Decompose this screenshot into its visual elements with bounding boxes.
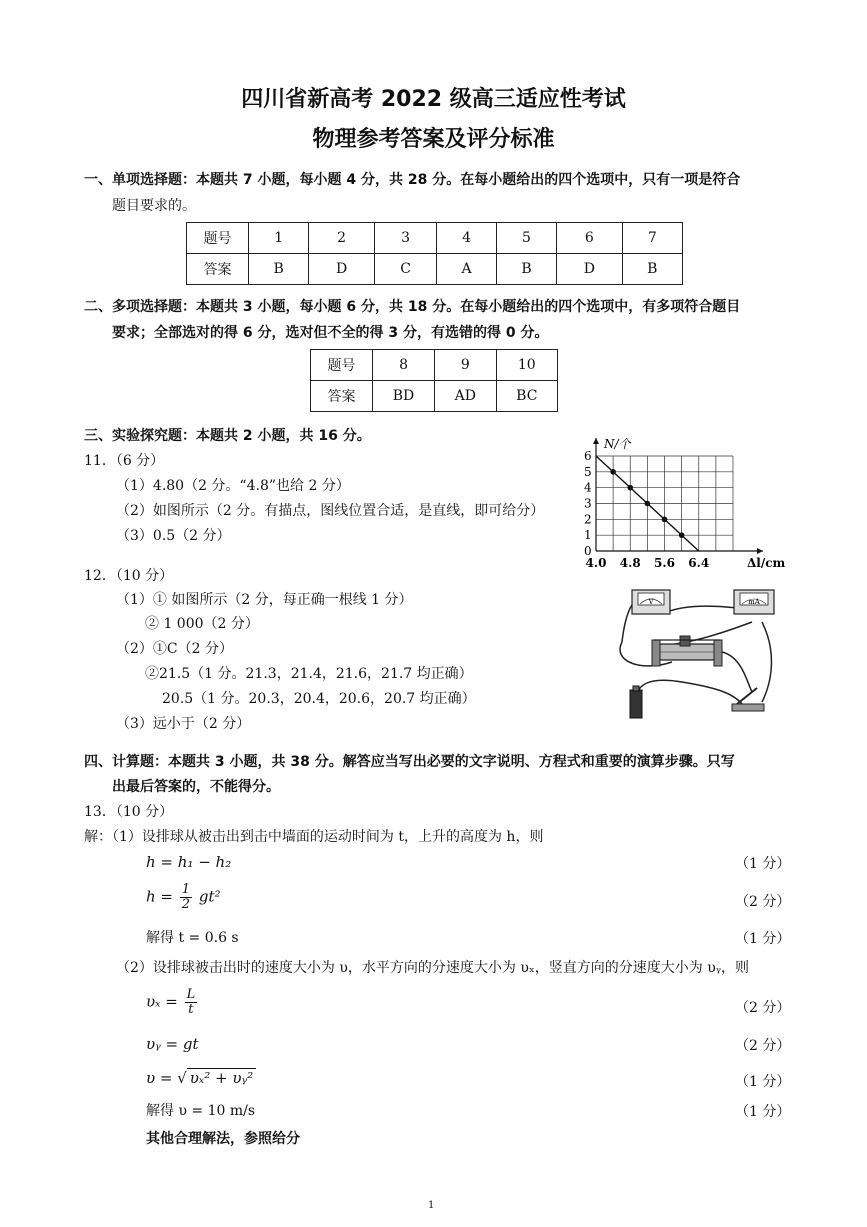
q12-answer-1b: ② 1 000（2 分） [145,616,259,632]
q11-label: 11．（6 分） [84,453,165,469]
score-5: （2 分） [735,1038,791,1054]
table-cell: B [496,254,556,285]
table-cell: AD [435,381,497,412]
table-cell: 7 [622,223,682,254]
x-axis-arrow [757,548,763,554]
page-subtitle: 物理参考答案及评分标准 [312,127,555,152]
q12-answer-2b: ②21.5（1 分。21.3，21.4，21.6，21.7 均正确） [145,666,473,682]
table-cell: 题号 [311,350,373,381]
q12-answer-2: （2）①C（2 分） [116,641,233,657]
x-tick-label: 5.6 [654,556,675,570]
table-cell: 3 [374,223,437,254]
rheostat-icon [652,636,722,666]
circuit-diagram [612,582,782,722]
data-point [679,532,685,538]
q11-graph [575,424,790,570]
y-tick-label: 1 [584,528,592,543]
equation-5: υᵧ = gt [146,1035,199,1053]
voltmeter-label: V [648,598,654,606]
score-7: （1 分） [735,1104,791,1120]
table-cell: D [309,254,374,285]
section1-heading: 一、单项选择题：本题共 7 小题，每小题 4 分，共 28 分。在每小题给出的四个选项中，只有一项是符合 [84,172,741,188]
wire [762,622,771,702]
equation-1: h = h₁ − h₂ [146,853,232,871]
table-cell: B [622,254,682,285]
chart-layer [584,437,786,570]
y-axis-arrow [593,438,599,444]
q11-answer-2: （2）如图所示（2 分。有描点，图线位置合适，是直线，即可给分） [116,503,545,519]
page-title: 四川省新高考 2022 级高三适应性考试 [241,87,626,112]
table-row [311,381,558,412]
grading-note: 其他合理解法，参照给分 [146,1131,300,1147]
y-tick-label: 3 [584,496,592,511]
table-cell: 答案 [187,254,249,285]
data-point [627,485,633,491]
table-row [187,254,683,285]
y-tick-label: 0 [584,544,592,558]
y-tick-label: 6 [584,449,592,463]
equation-4: υₓ = $\frac{L}{t}$ [146,987,196,1017]
table-cell: 5 [496,223,556,254]
section3-heading: 三、实验探究题：本题共 2 小题，共 16 分。 [84,428,371,444]
table-cell: BC [496,381,557,412]
fraction: $\frac{L}{t}$ [186,987,196,1017]
wire [657,622,752,647]
q12-answer-3: （3）远小于（2 分） [116,716,251,732]
q13-label: 13．（10 分） [84,804,174,820]
fraction: $\frac{1}{2}$ [181,882,191,912]
milliammeter-icon [734,590,774,614]
score-4: （2 分） [735,1000,791,1016]
q12-label: 12．（10 分） [84,568,174,584]
table-cell: 6 [557,223,622,254]
table-cell: 题号 [187,223,249,254]
table-row [187,223,683,254]
q12-answer-1: （1）① 如图所示（2 分，每正确一根线 1 分） [116,592,413,608]
q11-answer-1: （1）4.80（2 分。“4.8”也给 2 分） [116,478,350,494]
voltmeter-icon [632,590,670,614]
table-cell: B [249,254,309,285]
q11-answer-3: （3）0.5（2 分） [116,528,231,544]
equation-7: 解得 υ = 10 m/s [146,1103,256,1119]
score-2: （2 分） [735,894,791,910]
section1-heading-cont: 题目要求的。 [112,198,196,214]
table-cell: 4 [437,223,496,254]
section2-heading: 二、多项选择题：本题共 3 小题，每小题 6 分，共 18 分。在每小题给出的四个选项中，有多项符合题目 [84,299,741,315]
table-cell: 1 [249,223,309,254]
section4-heading: 四、计算题：本题共 3 小题，共 38 分。解答应当写出必要的文字说明、方程式和重要的演算步骤。只写 [84,754,735,770]
section1-answer-table [186,222,683,285]
table-cell: C [374,254,437,285]
equation-6: υ = √ υₓ² + υᵧ² [146,1069,256,1087]
data-point [645,501,651,507]
q12-answer-2c: 20.5（1 分。20.3，20.4，20.6，20.7 均正确） [162,691,476,707]
part2-intro: （2）设排球被击出时的速度大小为 υ，水平方向的分速度大小为 υₓ，竖直方向的分速度大小为 υᵧ，则 [116,960,749,976]
x-tick-label: 6.4 [688,556,710,570]
table-cell: 答案 [311,381,373,412]
wire [636,680,742,707]
battery-icon [630,686,642,718]
table-cell: 8 [373,350,435,381]
table-cell: BD [373,381,435,412]
data-point [662,517,668,523]
x-tick-label: 4.0 [585,556,607,570]
data-point [610,469,616,475]
table-cell: D [557,254,622,285]
y-tick-label: 2 [584,512,592,527]
page-number: 1 [428,1200,435,1211]
score-6: （1 分） [735,1074,791,1090]
table-cell: 9 [435,350,497,381]
score-3: （1 分） [735,931,791,947]
score-1: （1 分） [735,856,791,872]
x-axis-label: Δl/cm [747,556,786,570]
section4-heading-cont: 出最后答案的，不能得分。 [112,779,280,795]
table-row [311,350,558,381]
section2-answer-table [310,349,558,412]
equation-3: 解得 t = 0.6 s [146,930,239,946]
q13-solution-intro: 解：（1）设排球从被击出到击中墙面的运动时间为 t，上升的高度为 h，则 [84,829,544,845]
section2-heading-cont: 要求；全部选对的得 6 分，选对但不全的得 3 分，有选错的得 0 分。 [112,325,549,341]
x-tick-label: 4.8 [619,556,641,570]
table-cell: A [437,254,496,285]
y-tick-label: 5 [584,464,592,479]
y-tick-label: 4 [584,480,592,495]
y-axis-label: N/个 [604,437,631,451]
wire [722,652,752,692]
table-cell: 10 [496,350,557,381]
table-cell: 2 [309,223,374,254]
equation-2: h = $\frac{1}{2}$ gt² [146,882,221,912]
milliammeter-label: mA [748,598,760,606]
